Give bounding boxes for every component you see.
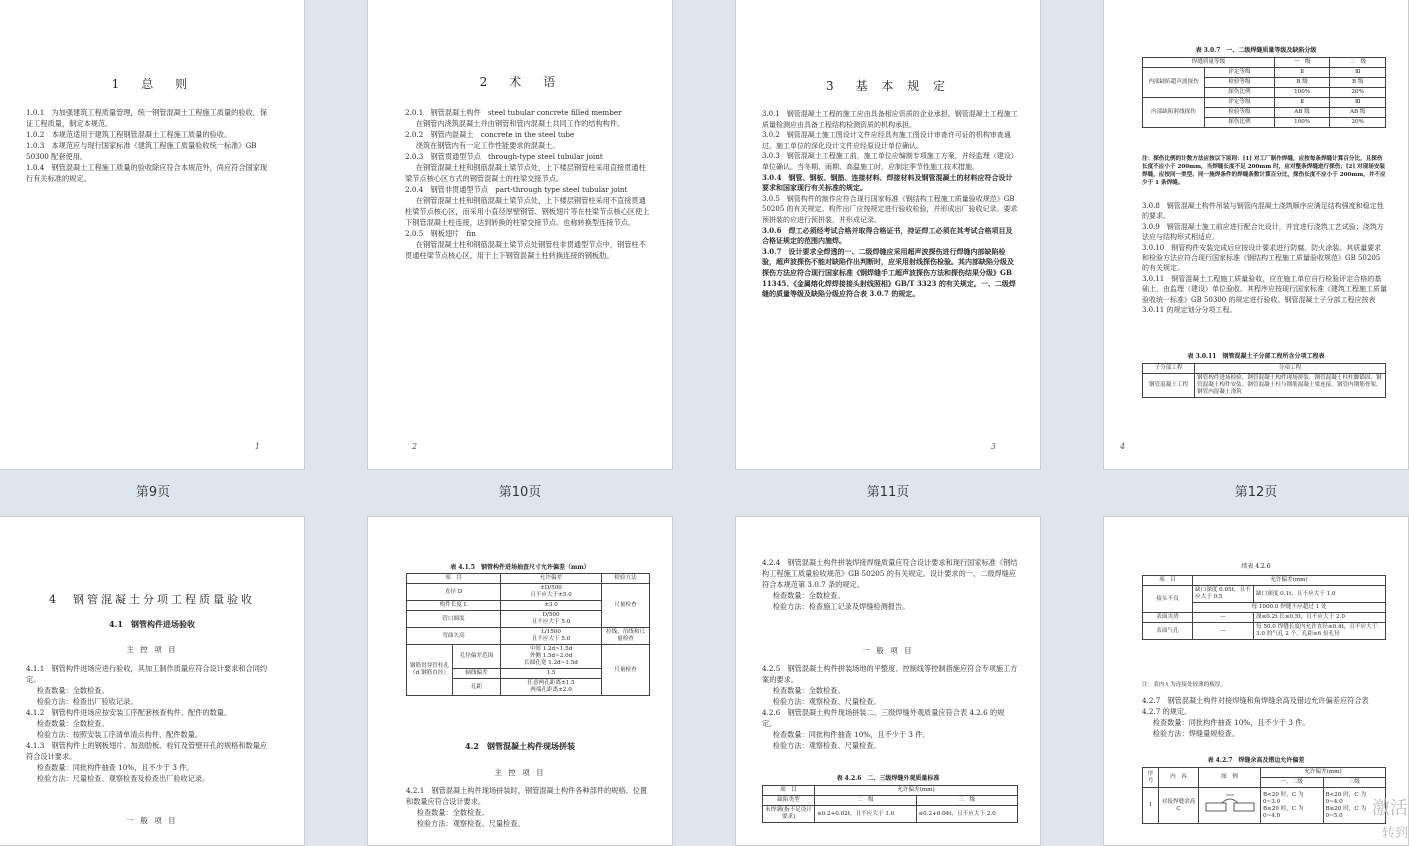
weld-appearance-table-continued: [1142, 575, 1386, 640]
section-title: 4.2 钢管混凝土构件现场拼装: [465, 741, 575, 751]
table-cell: 尺量检查: [602, 645, 650, 696]
table-header: 允许偏差(mm): [815, 786, 1018, 796]
table-cell: B<20 时，C 为 0~3.0 B≥20 时，C 为 0~4.0: [1261, 788, 1324, 824]
page-number: 3: [990, 442, 996, 451]
paragraph: 检查数量：同批构件抽查 10%，且不少于 3 件。: [1152, 718, 1310, 727]
table-cell: ±D/500 且不应大于±5.0: [501, 584, 602, 601]
paragraph: 在钢管混凝土柱和钢筋混凝土梁节点处钢管柱非贯通型节点中，钢管柱不贯通柱梁节点核心区，用于上下钢管混凝土柱转换连接的钢板肋。: [405, 240, 646, 260]
paragraph: 3.0.1 钢管混凝土工程的施工应由具备相应资质的企业承担。钢管混凝土工程施工质量检测应由具备工程结构检测资质的机构承担。: [762, 110, 1018, 129]
table-cell: 钢管构件进场检验、钢管混凝土构件现场拼装、钢管混凝土柱柱脚锚固、钢管混凝土构件安装、钢管混凝土柱与钢筋混凝土梁连接、钢管内钢筋骨架、钢管内混凝土浇筑: [1195, 374, 1386, 398]
page-body: [26, 663, 272, 784]
paragraph: 2.0.4 钢管非贯通型节点 part-through type steel tubular joint: [405, 185, 628, 194]
chapter-title: 2 术 语: [479, 75, 561, 89]
table-header: 二 级: [1330, 58, 1386, 68]
page-thumbnail-10[interactable]: [367, 0, 673, 470]
page-caption[interactable]: 第12页: [1234, 485, 1278, 500]
paragraph: 在钢管混凝土柱和钢筋混凝土梁节点处，上下楼层钢管柱采用不直接贯通柱梁节点核心区，而采用小直径厚壁钢管、钢板翅片等在柱梁节点核心区使上下钢管混凝土柱连接，达到转换的柱梁交接节点。也称转换型连接节点。: [405, 196, 650, 227]
butt-weld-reinforcement-icon: [1204, 791, 1256, 817]
paragraph: 1.0.2 本规范适用于建筑工程钢管混凝土工程施工质量的验收。: [26, 130, 232, 139]
paragraph: 2.0.5 钢板翅片 fin: [405, 229, 476, 238]
page-thumbnail-15[interactable]: [735, 516, 1041, 846]
table-header: 项 目: [1143, 576, 1193, 586]
paragraph: 检查数量：全数检查。: [772, 591, 845, 600]
table-cell: 20%: [1330, 88, 1386, 98]
paragraph: 在钢管混凝土柱和钢筋混凝土梁节点处，上下楼层钢管柱采用直接贯通柱梁节点核心区方式的钢管混凝土的柱梁交接节点。: [405, 163, 646, 183]
weld-appearance-table: [762, 785, 1018, 823]
table-header: 项 目: [407, 574, 501, 584]
table-note: 注：探伤比例的计数方法应按以下原则：[1] 对工厂制作焊缝，应按每条焊缝计算百分比，且探伤长度不应小于 200mm，当焊缝长度不足 200mm 时，应对整条焊缝进行探伤；[2] 对现场安装焊缝，应按同一类型、同一施焊条件的焊缝条数计算百分比，探伤长度不应小于 200mm，并不应少于 1 条焊缝。: [1142, 156, 1386, 186]
paragraph: 3.0.10 钢管构件安装完成后应按设计要求进行防腐、防火涂装。其质量要求和检验方法应符合现行国家标准《钢结构工程施工质量验收规范》GB 50205 的有关规定。: [1142, 243, 1382, 273]
paragraph: 检查数量：同批构件抽查 10%，且不少于 3 件。: [772, 730, 930, 739]
table-header: 分项工程: [1195, 364, 1386, 374]
table-header: 图 例: [1199, 768, 1261, 788]
subsection-title: 主 控 项 目: [126, 645, 178, 654]
paragraph: 4.1.1 钢管构件进场应进行验收，其加工制作质量应符合设计要求和合同约定。: [26, 664, 268, 684]
paragraph: 3.0.3 钢管混凝土工程施工前，施工单位应编制专项施工方案，并经监理（建设）单位确认。当冬期、雨期、高温施工时，应制定季节性施工技术措施。: [762, 152, 1018, 171]
table-cell: 接头不良: [1143, 586, 1193, 613]
paragraph: 检查数量：全数检查。: [416, 808, 489, 817]
paragraph: 1.0.3 本规范应与现行国家标准《建筑工程施工质量验收统一标准》GB 50300 配套使用。: [26, 141, 257, 161]
page-number: 4: [1120, 442, 1126, 451]
paragraph: 检查数量：全数检查。: [36, 719, 109, 728]
paragraph: 2.0.1 钢管混凝土构件 steel tubular concrete filled member: [405, 108, 622, 117]
tolerance-table: [406, 573, 650, 696]
paragraph: 3.0.11 钢管混凝土工程施工质量验收，应在施工单位自行检验评定合格的基础上，由监理（建设）单位验收。其程序应按现行国家标准《建筑工程施工质量验收统一标准》GB 50300 的规定进行验收。钢管混凝土子分部工程应按表 3.0.11 的规定划分分项工程。: [1142, 274, 1387, 315]
page-thumbnail-12[interactable]: [1103, 0, 1409, 470]
page-number: 2: [412, 442, 418, 451]
table-cell: 钢筋贯穿管柱孔（d 钢筋直径）: [407, 645, 453, 696]
page-body: [762, 109, 1018, 300]
table-cell: 内部缺陷射线探伤: [1143, 98, 1205, 128]
table-cell: ≤0.2+0.02t，且不应大于 1.0: [815, 806, 917, 823]
table-cell: 任意两孔距离±1.5 两端孔距离±2.0: [501, 679, 602, 696]
table-cell: ±3.0: [501, 601, 602, 611]
paragraph: 2.0.2 钢管内混凝土 concrete in the steel tube: [405, 130, 575, 139]
table-header: 允许偏差(mm): [1193, 576, 1386, 586]
page-thumbnail-16[interactable]: [1103, 516, 1409, 846]
page-body: [762, 557, 1018, 612]
paragraph: 3.0.6 焊工必须经考试合格并取得合格证书，持证焊工必须在其考试合格项目及合格证规定的范围内施焊。: [762, 225, 1013, 246]
paragraph: 2.0.3 钢管贯通型节点 through-type steel tubular joint: [405, 152, 603, 161]
table-cell: 每 50.0 焊缝长度内允许直径≤0.4t，且不应大于 3.0 的气孔 2 个，孔距≥6 倍孔径: [1254, 623, 1386, 640]
paragraph: 检验方法：观察检查、尺量检查。: [772, 697, 881, 706]
table-cell: 探伤比例: [1205, 118, 1275, 128]
table-cell: B 级: [1274, 78, 1330, 88]
table-title: 表 3.0.11 钢管混凝土子分部工程所含分项工程表: [1187, 353, 1325, 360]
paragraph: 4.1.2 钢管构件进场应按安装工序配套核查构件、配件的数量。: [26, 708, 232, 717]
table-header: 序号: [1143, 768, 1159, 788]
table-cell: 缺口深度 0.1t，且不应大于 1.0: [1254, 586, 1386, 603]
table-cell: AB 级: [1330, 108, 1386, 118]
chapter-title: 4 钢管混凝土分项工程质量验收: [49, 593, 255, 606]
table-cell: 表面夹渣: [1143, 613, 1193, 623]
table-cell: L/1500 且不应大于 5.0: [501, 628, 602, 645]
table-cell: 1: [1143, 788, 1159, 824]
table-cell: Ⅱ: [1274, 68, 1330, 78]
table-cell: B 级: [1330, 78, 1386, 88]
subsection-title: 一 般 项 目: [862, 646, 914, 655]
table-cell: 钢管混凝土工程: [1143, 374, 1195, 398]
table-header: 子分部工程: [1143, 364, 1195, 374]
table-cell: 拉线、吊线和尺量检查: [602, 628, 650, 645]
table-cell: ≤0.2+0.04t，且不应大于 2.0: [916, 806, 1018, 823]
paragraph: 4.2.6 钢管混凝土构件现场拼装二、三级焊缝外观质量应符合表 4.2.6 的规定。: [762, 708, 1005, 728]
paragraph: 检验方法：尺量检查、观察检查及检查出厂验收记录。: [36, 774, 210, 783]
table-title: 表 4.2.6 二、三级焊缝外观质量标准: [836, 775, 940, 782]
table-cell: Ⅲ: [1330, 98, 1386, 108]
table-header: 一、二级: [1261, 778, 1324, 788]
table-cell: 内部缺陷超声波探伤: [1143, 68, 1205, 98]
paragraph: 3.0.5 钢管构件的制作应符合现行国家标准《钢结构工程施工质量验收规范》GB 50205 的有关规定。构件出厂应按规定进行验收检验，并形成出厂验收记录。要求预拼装的应进行预拼装，并形成记录。: [762, 194, 1018, 224]
paragraph: 3.0.8 钢管混凝土构件吊装与钢管内混凝土浇筑顺序应满足结构强度和稳定性的要求。: [1142, 202, 1384, 221]
paragraph: 3.0.7 设计要求全焊透的一、二级焊缝应采用超声波探伤进行焊缝内部缺陷检验，超声波探伤不能对缺陷作出判断时，应采用射线探伤检验。其内部缺陷分级及探伤方法应符合现行国家标准《钢焊缝手工超声波探伤方法和探伤结果分级》GB 11345、《金属熔化焊焊接接头射线照相》GB/T 3323 的有关规定。一、二级焊缝的质量等级及缺陷分级应符合表 3.0.7 的规定。: [762, 246, 1016, 299]
table-title: 表 3.0.7 一、二级焊缝质量等级及缺陷分级: [1195, 47, 1317, 54]
table-cell: 每 1000.0 焊缝不应超过 1 处: [1193, 603, 1386, 613]
subproject-table: [1142, 363, 1386, 398]
table-cell: D/500 且不应大于 5.0: [501, 611, 602, 628]
paragraph: 1.0.4 钢管混凝土工程施工质量的验收除应符合本规范外，尚应符合国家现行有关标准的规定。: [26, 163, 268, 183]
page-body: [26, 107, 274, 184]
table-cell: 轴线偏差: [453, 669, 501, 679]
table-cell: 表面气孔: [1143, 623, 1193, 640]
table-cell: 孔距: [453, 679, 501, 696]
paragraph: 检查数量：全数检查。: [772, 686, 845, 695]
watermark-text: 激活: [1372, 798, 1408, 819]
paragraph: 检验方法：焊缝量规检查。: [1152, 729, 1240, 738]
page-thumbnail-13[interactable]: [0, 516, 305, 846]
paragraph: 检验方法：观察检查、尺量检查。: [772, 741, 881, 750]
table-cell: 检验等级: [1205, 78, 1275, 88]
subsection-title: 一 般 项 目: [126, 816, 178, 825]
weld-reinforcement-table: [1142, 767, 1386, 824]
paragraph: 浇筑在钢管内有一定工作性能要求的混凝土。: [415, 141, 560, 150]
table-header: 二 级: [815, 796, 917, 806]
table-cell: B<20 时，C 为 0~4.0 B≥20 时，C 为 0~5.0: [1323, 788, 1386, 824]
table-cell: 中间 1.2d~1.5d 外侧 1.5d~2.0d 长圆孔宽 1.2d~1.5d: [501, 645, 602, 669]
table-cell: —: [1193, 613, 1254, 623]
paragraph: 4.1.3 钢管构件上的钢板翅片、加劲肋板、栓钉及管壁开孔的规格和数量应符合设计要求。: [26, 741, 268, 761]
page-caption[interactable]: 第11页: [866, 485, 910, 500]
table-header: 项 目: [763, 786, 815, 796]
table-cell: 检验等级: [1205, 108, 1275, 118]
paragraph: 检验方法：检查施工记录及焊缝检测报告。: [772, 602, 910, 611]
table-cell: —: [1193, 623, 1254, 640]
table-cell: 缺口深度 0.05t，且不应大于 0.5: [1193, 586, 1254, 603]
table-cell: Ⅲ: [1330, 68, 1386, 78]
page-number: 1: [254, 442, 260, 451]
page-body: [406, 785, 652, 829]
paragraph: 检验方法：按照安装工序清单清点构件、配件数量。: [36, 730, 203, 739]
table-header: 检验方法: [602, 574, 650, 584]
table-cell: 100%: [1274, 118, 1330, 128]
watermark-text: 转到: [1381, 826, 1408, 841]
paragraph: 在钢管内浇筑混凝土并由钢管和管内混凝土共同工作的结构构件。: [415, 119, 625, 128]
paragraph: 4.2.5 钢管混凝土构件拼装场地的平整度、控制线等控制措施应符合专项施工方案的要求。: [762, 664, 1018, 684]
table-cell: 直径 D: [407, 584, 501, 601]
table-cell: 评定等级: [1205, 68, 1275, 78]
paragraph: 4.2.4 钢管混凝土构件拼装焊接焊缝质量应符合设计要求和现行国家标准《钢结构工程施工质量验收规范》GB 50205 的有关规定。设计要求的一、二级焊缝应符合本规范第 3.0.7 条的规定。: [762, 558, 1018, 589]
table-cell: Ⅱ: [1274, 98, 1330, 108]
table-cell: 20%: [1330, 118, 1386, 128]
table-cell: 尺量检查: [602, 584, 650, 628]
table-header: 三级: [1323, 778, 1386, 788]
table-cell: 孔径偏差范围: [453, 645, 501, 669]
paragraph: 检验方法：检查出厂验收记录。: [36, 697, 138, 706]
table-cell: 评定等级: [1205, 98, 1275, 108]
table-header: 焊缝质量等级: [1143, 58, 1275, 68]
page-thumbnail-11[interactable]: [735, 0, 1041, 470]
table-cell: 探伤比例: [1205, 88, 1275, 98]
table-cell: 对接焊缝余高 C: [1159, 788, 1199, 824]
paragraph: 1.0.1 为加强建筑工程质量管理，统一钢管混凝土工程施工质量的验收，保证工程质量，制定本规范。: [26, 108, 268, 128]
paragraph: 检验方法：观察检查、尺量检查。: [416, 819, 525, 828]
table-header: 三 级: [916, 796, 1018, 806]
page-thumbnail-14[interactable]: [367, 516, 673, 846]
page-thumbnail-9[interactable]: [0, 0, 305, 470]
chapter-title: 3 基 本 规 定: [825, 79, 951, 93]
subsection-title: 主 控 项 目: [494, 768, 546, 777]
section-title: 4.1 钢管构件进场验收: [109, 619, 195, 629]
table-cell: 管口圆度: [407, 611, 501, 628]
paragraph: 3.0.9 钢管混凝土施工前应进行配合比设计，并宜进行浇筑工艺试验；浇筑方法应与结构形式相适应。: [1142, 222, 1384, 242]
paragraph: 检查数量：全数检查。: [36, 686, 109, 695]
page-body: [1142, 695, 1388, 739]
table-header: 允许偏差(mm): [1261, 768, 1386, 778]
table-cell: 1.5: [501, 669, 602, 679]
table-continued-title: 续表 4.2.6: [1241, 563, 1271, 570]
paragraph: 3.0.2 钢管混凝土施工图设计文件应经具有施工图设计审查许可证的机构审查通过。施工单位的深化设计文件应经原设计单位确认。: [762, 131, 1011, 150]
table-header: 缺陷类型: [763, 796, 815, 806]
weld-quality-table: [1142, 57, 1386, 128]
paragraph: 4.2.1 钢管混凝土构件现场拼装时，钢管混凝土构件各种部件的规格、位置和数量应符合设计要求。: [406, 786, 648, 806]
table-cell: 深≤0.2t 长≤0.5t，且不应大于 2.0: [1254, 613, 1386, 623]
page-body: [405, 107, 651, 261]
page-body: [762, 663, 1018, 751]
paragraph: 检查数量：同批构件抽查 10%，且不少于 3 件。: [36, 763, 194, 772]
chapter-title: 1 总 则: [111, 77, 193, 91]
table-title: 表 4.1.5 钢管构件进场抽查尺寸允许偏差（mm）: [450, 564, 590, 571]
table-header: 内 容: [1159, 768, 1199, 788]
table-title: 表 4.2.7 焊缝余高及错边允许偏差: [1207, 757, 1305, 764]
table-cell: 构件长度 L: [407, 601, 501, 611]
table-header: 一 级: [1274, 58, 1330, 68]
page-caption[interactable]: 第9页: [135, 485, 171, 500]
table-cell: 弯曲矢高: [407, 628, 501, 645]
page-body: [1142, 201, 1388, 315]
weld-diagram: [1199, 788, 1261, 824]
paragraph: 4.2.7 钢管混凝土构件对接焊缝和角焊缝余高及错边允许偏差应符合表 4.2.7 的规定。: [1142, 696, 1369, 716]
paragraph: 3.0.4 钢管、钢板、钢筋、连接材料、焊接材料及钢管混凝土的材料应符合设计要求和国家现行有关标准的规定。: [762, 172, 1013, 193]
table-note: 注：表内 t 为连接处较薄的板厚。: [1142, 682, 1227, 688]
table-cell: AB 级: [1274, 108, 1330, 118]
page-caption[interactable]: 第10页: [498, 485, 542, 500]
table-header: 允许偏差: [501, 574, 602, 584]
table-cell: 100%: [1274, 88, 1330, 98]
table-cell: 未焊满(指不足设计要求): [763, 806, 815, 823]
